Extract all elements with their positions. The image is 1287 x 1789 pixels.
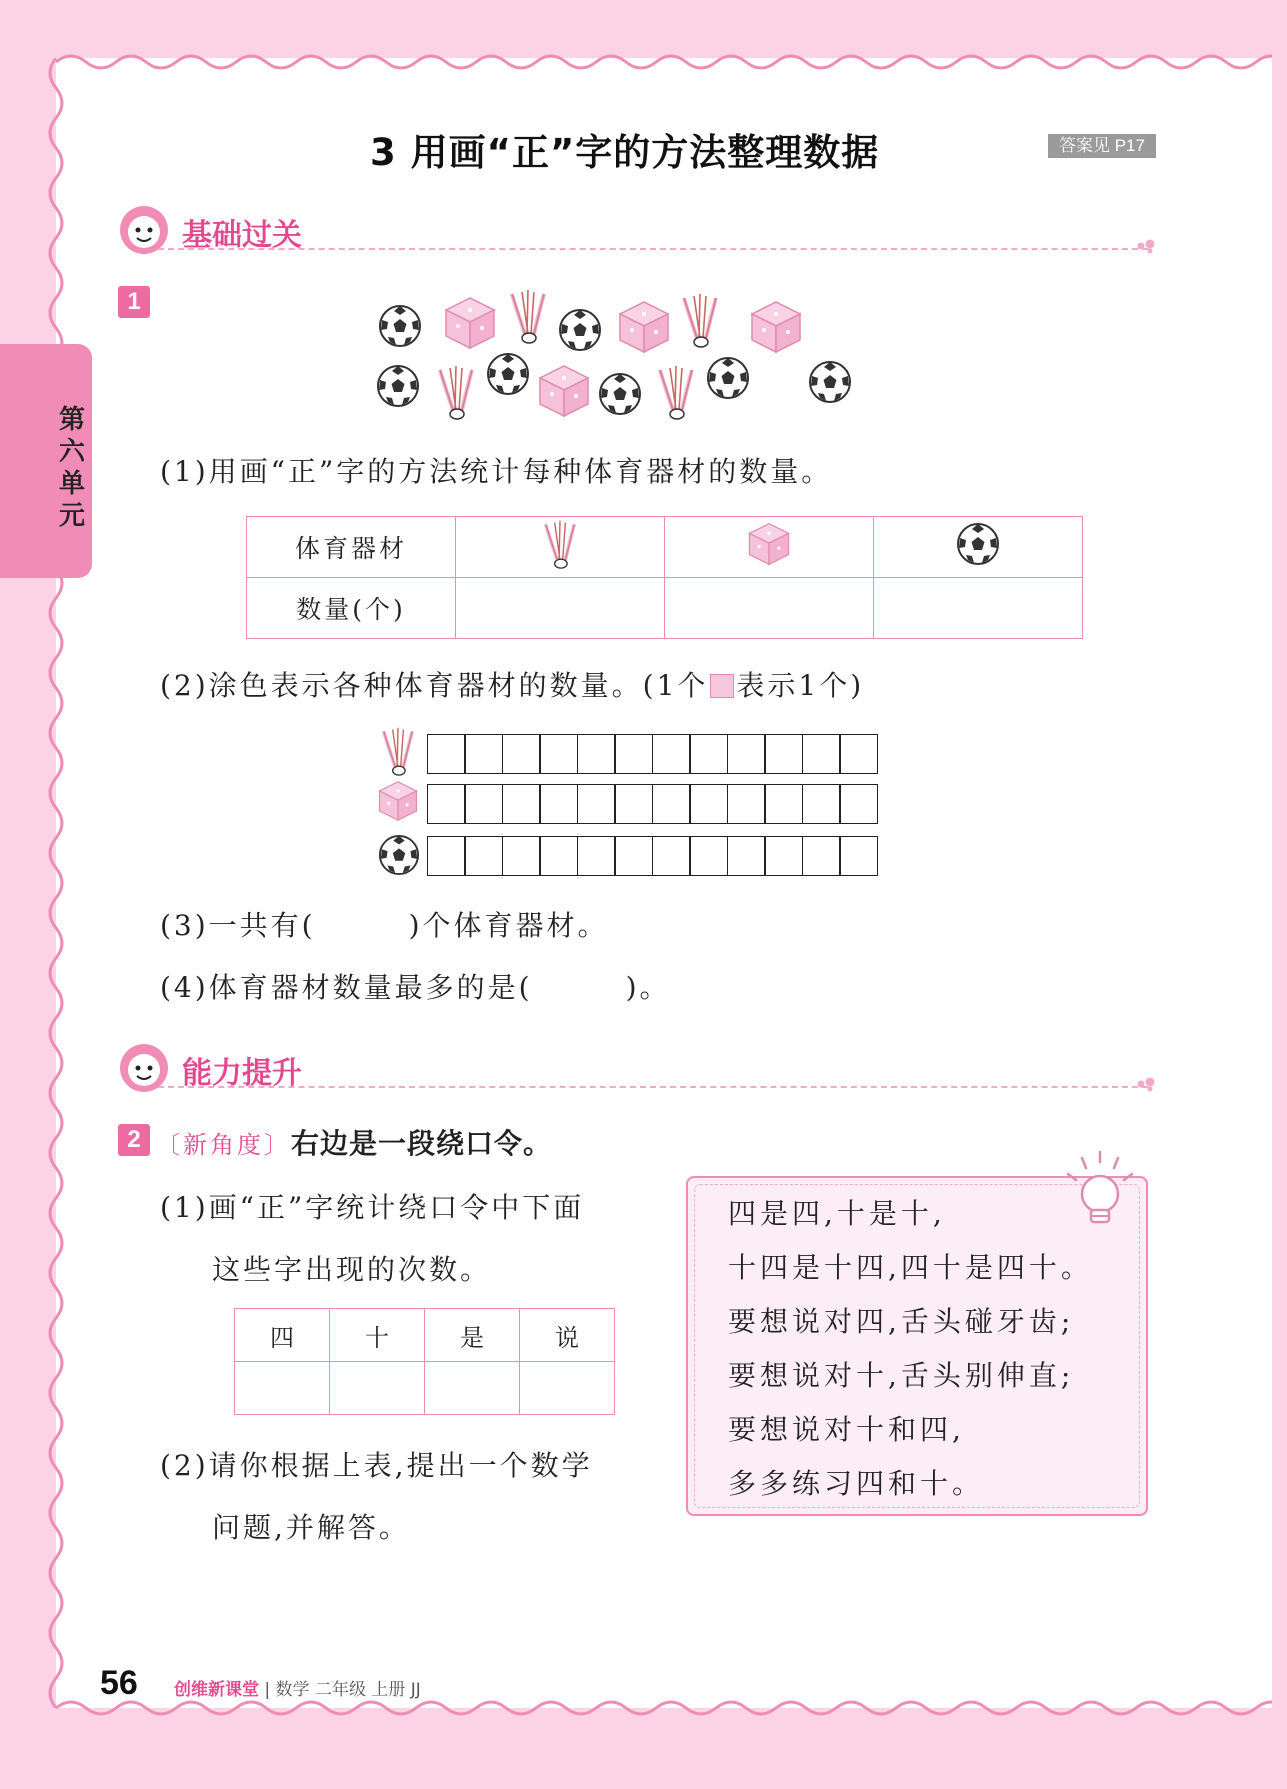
- question-number-2: 2: [118, 1124, 150, 1156]
- coloring-grid-shuttlecock[interactable]: [428, 734, 878, 774]
- unit-side-tab-label: 第六单元: [58, 405, 85, 531]
- box-icon: [378, 780, 418, 822]
- count-input-shuttlecock[interactable]: [456, 578, 665, 639]
- q1-part2-before: (2)涂色表示各种体育器材的数量。(1个: [160, 669, 709, 702]
- count-input-shi[interactable]: [330, 1362, 425, 1415]
- poem-line: 要想说对四,舌头碰牙齿;: [728, 1305, 1075, 1338]
- poem-line: 四是四,十是十,: [728, 1197, 946, 1230]
- coloring-grid-box[interactable]: [428, 784, 878, 824]
- table-cell-ball: [874, 517, 1083, 578]
- coloring-grid-ball[interactable]: [428, 836, 878, 876]
- footer-book-info: | 数学 二年级 上册 JJ: [264, 1680, 421, 1700]
- table-header-shi-is: 是: [425, 1309, 520, 1362]
- top-wave-border: [56, 50, 1272, 74]
- soccer-ball-icon: [956, 522, 1000, 566]
- poem-line: 十四是十四,四十是四十。: [728, 1251, 1093, 1284]
- soccer-ball-icon: [378, 834, 420, 876]
- q2-part1-line2: 这些字出现的次数。: [212, 1253, 492, 1286]
- page-title: 3 用画“正”字的方法整理数据: [370, 131, 880, 174]
- left-wave-border: [44, 58, 68, 1708]
- sports-equipment-illustration: [374, 282, 864, 422]
- q2-part2-line2: 问题,并解答。: [212, 1511, 410, 1544]
- q2-part2-line1: (2)请你根据上表,提出一个数学: [160, 1449, 593, 1482]
- q2-intro: [156, 1122, 552, 1162]
- count-input-shuo[interactable]: [520, 1362, 615, 1415]
- table-cell-box: [665, 517, 874, 578]
- section-header-basic: [118, 204, 1158, 260]
- footer-brand: 创维新课堂: [174, 1680, 259, 1700]
- table-header-count: 数量(个): [247, 578, 456, 639]
- count-input-ball[interactable]: [874, 578, 1083, 639]
- new-angle-tag: 〔新角度〕: [156, 1131, 291, 1159]
- color-swatch-icon: [710, 674, 734, 698]
- poem-line: 要想说对十,舌头别伸直;: [728, 1359, 1075, 1392]
- dots-icon: [1136, 238, 1160, 254]
- count-input-shi-is[interactable]: [425, 1362, 520, 1415]
- q1-part3-text: (3)一共有( )个体育器材。: [160, 909, 609, 942]
- character-count-table: [234, 1308, 615, 1415]
- poem-line: 要想说对十和四,: [728, 1413, 965, 1446]
- table-header-shi: 十: [330, 1309, 425, 1362]
- equipment-count-table: [246, 516, 1083, 639]
- count-input-box[interactable]: [665, 578, 874, 639]
- table-header-shuo: 说: [520, 1309, 615, 1362]
- table-header-si: 四: [235, 1309, 330, 1362]
- section-divider: [158, 248, 1148, 250]
- table-cell-shuttlecock: [456, 517, 665, 578]
- answer-reference-badge: 答案见 P17: [1048, 134, 1156, 158]
- q2-part1-line1: (1)画“正”字统计绕口令中下面: [160, 1191, 585, 1224]
- q1-part2-text: [160, 664, 864, 704]
- q2-intro-text: 右边是一段绕口令。: [291, 1127, 553, 1160]
- dots-icon: [1136, 1076, 1160, 1092]
- question-number-1: 1: [118, 286, 150, 318]
- section-label: 能力提升: [182, 1056, 302, 1091]
- footer-info: [174, 1675, 421, 1700]
- count-input-si[interactable]: [235, 1362, 330, 1415]
- poem-line: 多多练习四和十。: [728, 1467, 985, 1500]
- q1-part2-after: 表示1个): [736, 669, 865, 702]
- table-header-equipment: 体育器材: [247, 517, 456, 578]
- shuttlecock-icon: [376, 726, 420, 776]
- section-label: 基础过关: [182, 218, 302, 253]
- shuttlecock-icon: [538, 519, 582, 569]
- q1-part1-text: (1)用画“正”字的方法统计每种体育器材的数量。: [160, 455, 833, 488]
- q1-part4-text: (4)体育器材数量最多的是( )。: [160, 971, 671, 1004]
- section-header-advanced: [118, 1042, 1158, 1098]
- box-icon: [747, 522, 791, 566]
- section-divider: [158, 1086, 1148, 1088]
- lightbulb-icon: [1054, 1146, 1144, 1236]
- page-number: 56: [100, 1664, 138, 1702]
